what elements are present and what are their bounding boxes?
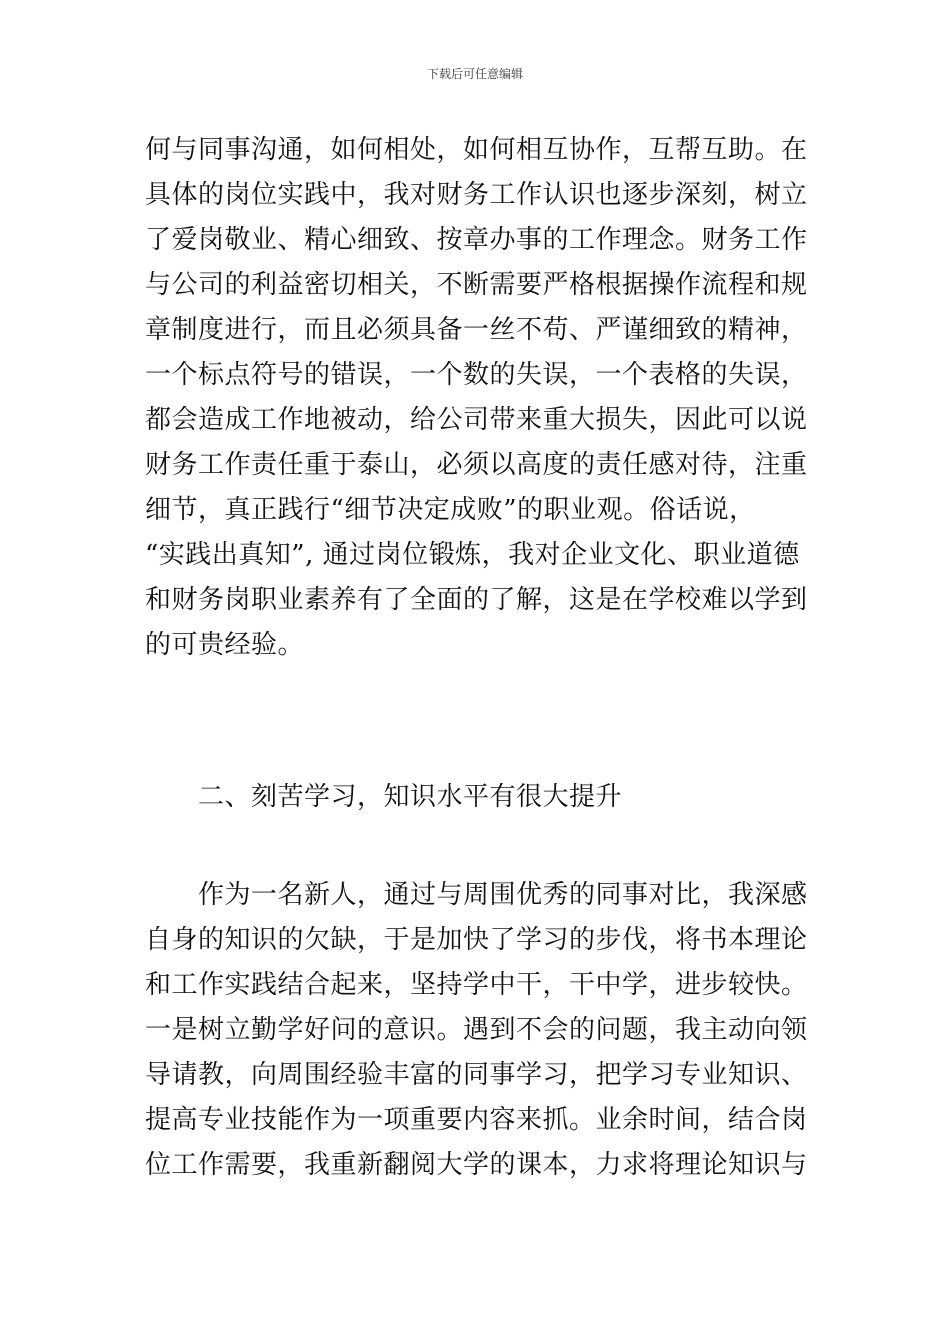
text-line: 一个标点符号的错误，一个数的失误，一个表格的失误， [145, 360, 808, 390]
text-line: 导请教，向周围经验丰富的同事学习，把学习专业知识、 [145, 1060, 808, 1090]
text-line: 提高专业技能作为一项重要内容来抓。业余时间，结合岗 [145, 1105, 808, 1135]
paragraph-study-learning [145, 873, 810, 1188]
text-line: 都会造成工作地被动，给公司带来重大损失，因此可以说 [145, 405, 808, 435]
text-line: 和财务岗职业素养有了全面的了解，这是在学校难以学到 [145, 585, 808, 615]
text-line: 财务工作责任重于泰山，必须以高度的责任感对待，注重 [145, 450, 808, 480]
text-line: 自身的知识的欠缺，于是加快了学习的步伐，将书本理论 [145, 925, 808, 955]
text-line: 的可贵经验。 [145, 630, 305, 660]
text-line: 一是树立勤学好问的意识。遇到不会的问题，我主动向领 [145, 1015, 808, 1045]
text-line: 位工作需要，我重新翻阅大学的课本，力求将理论知识与 [145, 1150, 808, 1180]
text-line: 何与同事沟通，如何相处，如何相互协作，互帮互助。在 [145, 135, 808, 165]
text-line: 作为一名新人，通过与周围优秀的同事对比，我深感 [145, 880, 808, 910]
section-heading [145, 775, 810, 820]
text-line: 具体的岗位实践中，我对财务工作认识也逐步深刻，树立 [145, 180, 808, 210]
text-line: 细节，真正践行“细节决定成败”的职业观。俗话说， [145, 495, 756, 525]
text-line: 与公司的利益密切相关，不断需要严格根据操作流程和规 [145, 270, 808, 300]
text-line: 了爱岗敬业、精心细致、按章办事的工作理念。财务工作 [145, 225, 808, 255]
paragraph-practice-experience [145, 128, 810, 668]
header-note: 下载后可任意编辑 [426, 67, 523, 81]
text-line: “实践出真知”, 通过岗位锻炼，我对企业文化、职业道德 [145, 540, 800, 570]
section-heading-text: 二、刻苦学习，知识水平有很大提升 [145, 782, 623, 812]
text-line: 和工作实践结合起来，坚持学中干，干中学，进步较快。 [145, 970, 808, 1000]
text-line: 章制度进行，而且必须具备一丝不苟、严谨细致的精神， [145, 315, 808, 345]
